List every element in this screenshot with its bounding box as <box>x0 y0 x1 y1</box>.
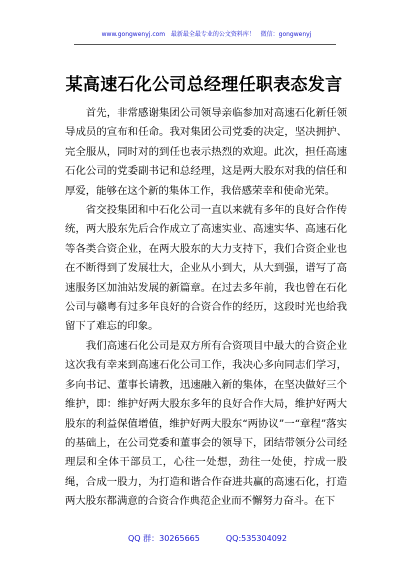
document-body <box>65 104 347 512</box>
page-footer <box>128 533 288 544</box>
footer-qq-group: QQ 群：30265665 <box>128 534 200 543</box>
header-slogan: 最新最全最专业的公文资料库！ <box>170 31 255 38</box>
page-header <box>74 30 339 39</box>
header-website[interactable]: www.gongwenyj.com <box>101 31 166 38</box>
document-title: 某高速石化公司总经理任职表态发言 <box>65 75 343 95</box>
paragraph-2: 省交投集团和中石化公司一直以来就有多年的良好合作传统，两大股东先后合作成立了高速实业、高速实华、高速石化等各类合资企业，在两大股东的大力支持下，我们合资企业也在不断得到了发展壮大，企业从小到大，从大到强，谱写了高速服务区加油站发展的新篇章。在过去多年前，我也曾在石化公司与赣粤有过多年良好的合资合作的经历，这段时光也给我留下了难忘的印象。 <box>65 204 347 333</box>
footer-qq: QQ:535304092 <box>225 534 287 543</box>
paragraph-1: 首先，非常感谢集团公司领导亲临参加对高速石化新任领导成员的宣布和任命。我对集团公司党委的决定，坚决拥护、完全服从，同时对的到任也表示热烈的欢迎。此次，担任高速石化公司的党委副书记和总经理，这是两大股东对我的信任和厚爱，能够在这个新的集体工作，我倍感荣幸和使命光荣。 <box>65 107 347 197</box>
header-wechat: 微信：gongwenyj <box>260 31 312 38</box>
paragraph-3: 我们高速石化公司是双方所有合资项目中最大的合资企业这次我有幸来到高速石化公司工作，我决心多向同志们学习，多向书记、董事长请教，迅速融入新的集体，在坚决做好三个维护，即：维护好两大股东多年的良好合作大局，维护好两大股东的利益保值增值，维护好两大股东“两协议”一“章程”落实的基础上，在公司党委和董事会的领导下，团结带领分公司经理层和全体干部员工，心往一处想，劲往一处使，拧成一股绳，合成一股力，为打造和谐合作奋进共赢的高速石化，打造两大股东都满意的合资合作典范企业而不懈努力奋斗。在下 <box>65 339 347 508</box>
header-divider <box>74 44 336 45</box>
